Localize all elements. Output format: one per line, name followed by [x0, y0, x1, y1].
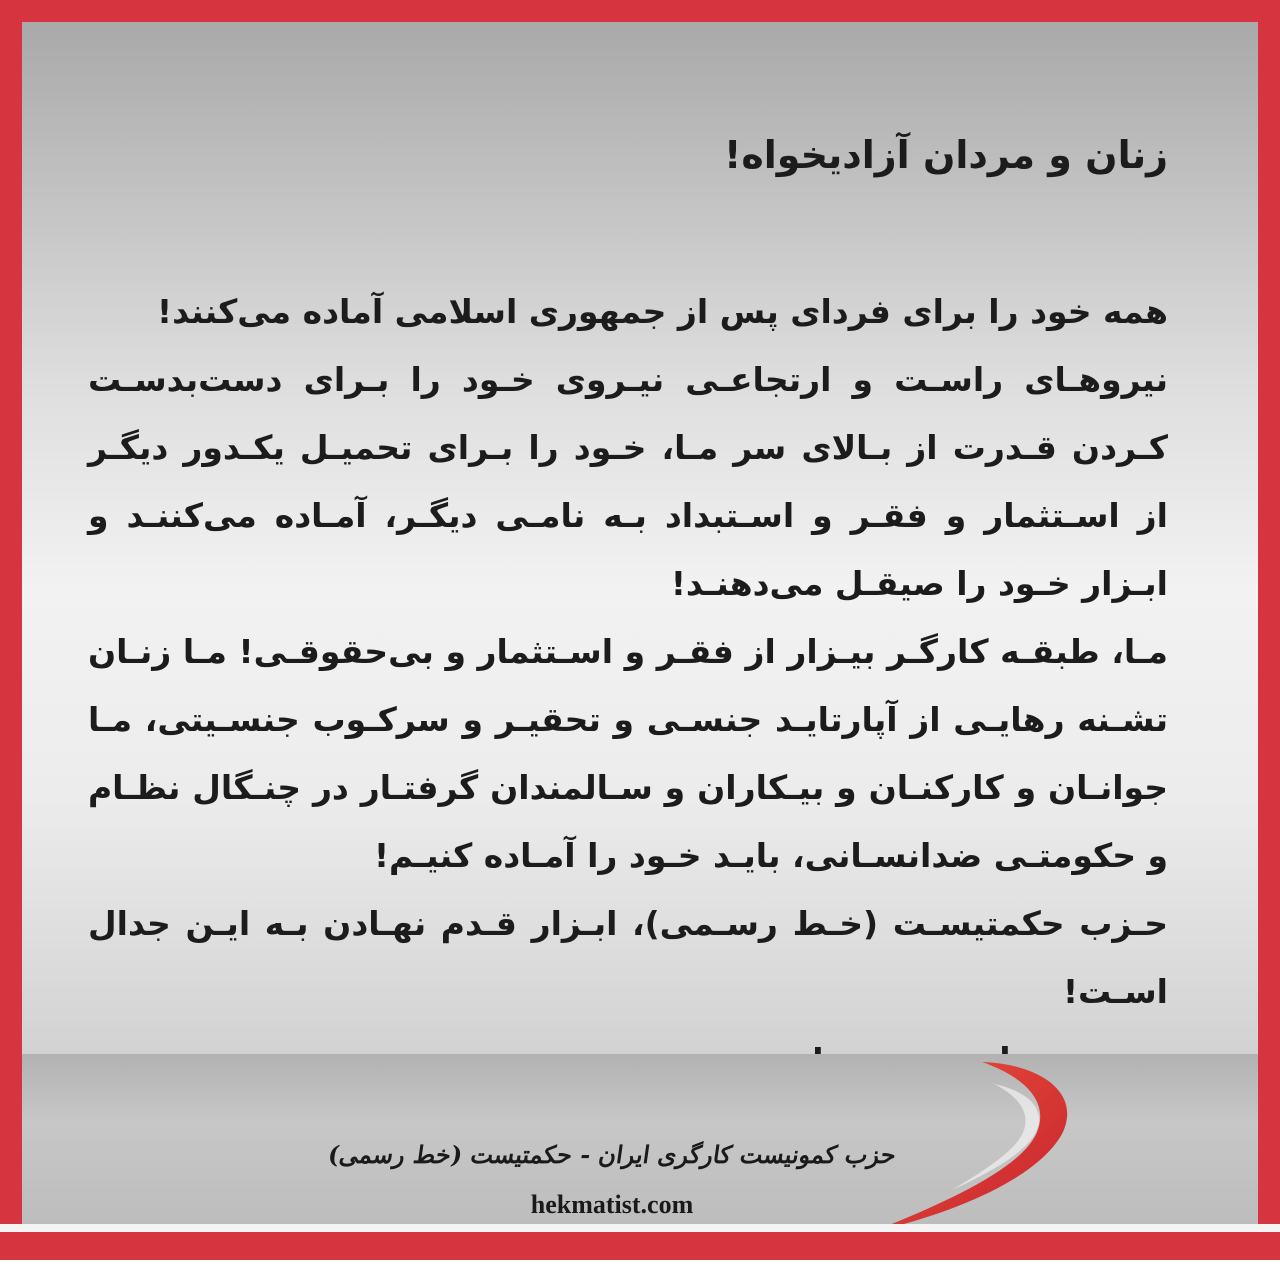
bottom-red-band	[0, 1232, 1280, 1260]
body-paragraph: مـا، طبقـه کارگـر بیـزار از فقـر و اسـتثمار و بی‌حقوقـی! مـا زنـان تشـنه رهایـی از آپارتایـد جنسـی و تحقیـر و سرکـوب جنسـیتی، مـا جوانـان و کارکنـان و بیـکاران و سـالمندان گرفتـار در چنـگال نظـام و حکومتـی ضدانسـانی، بایـد خـود را آمـاده کنیـم!	[88, 632, 1168, 875]
body-paragraph: حـزب حکمتیسـت (خـط رسـمی)، ابـزار قـدم نهـادن بـه ایـن جدال اسـت!	[88, 904, 1168, 1011]
body-paragraph: نیروهـای راسـت و ارتجاعـی نیـروی خـود را بـرای دست‌بدسـت کـردن قـدرت از بـالای سر مـا، خـود را بـرای تحمیـل یکـدور دیگـر از اسـتثمار و فقـر و اسـتبداد بـه نامـی دیگـر، آمـاده می‌کننـد و ابـزار خـود را صیقـل می‌دهنـد!	[88, 360, 1168, 603]
party-name: حزب کمونیست کارگری ایران - حکمتیست (خط رسمی)	[326, 1140, 898, 1169]
bottom-margin	[0, 1260, 1280, 1280]
body-paragraph: همه خود را برای فردای پس از جمهوری اسلامی آماده می‌کنند!	[157, 292, 1168, 331]
bottom-divider	[0, 1224, 1280, 1232]
poster-body	[88, 278, 1168, 1094]
poster-heading: زنان و مردان آزادیخواه!	[724, 133, 1168, 177]
poster-footer	[22, 1054, 1258, 1224]
message-panel	[22, 22, 1258, 1054]
website-link[interactable]: hekmatist.com	[530, 1190, 694, 1219]
